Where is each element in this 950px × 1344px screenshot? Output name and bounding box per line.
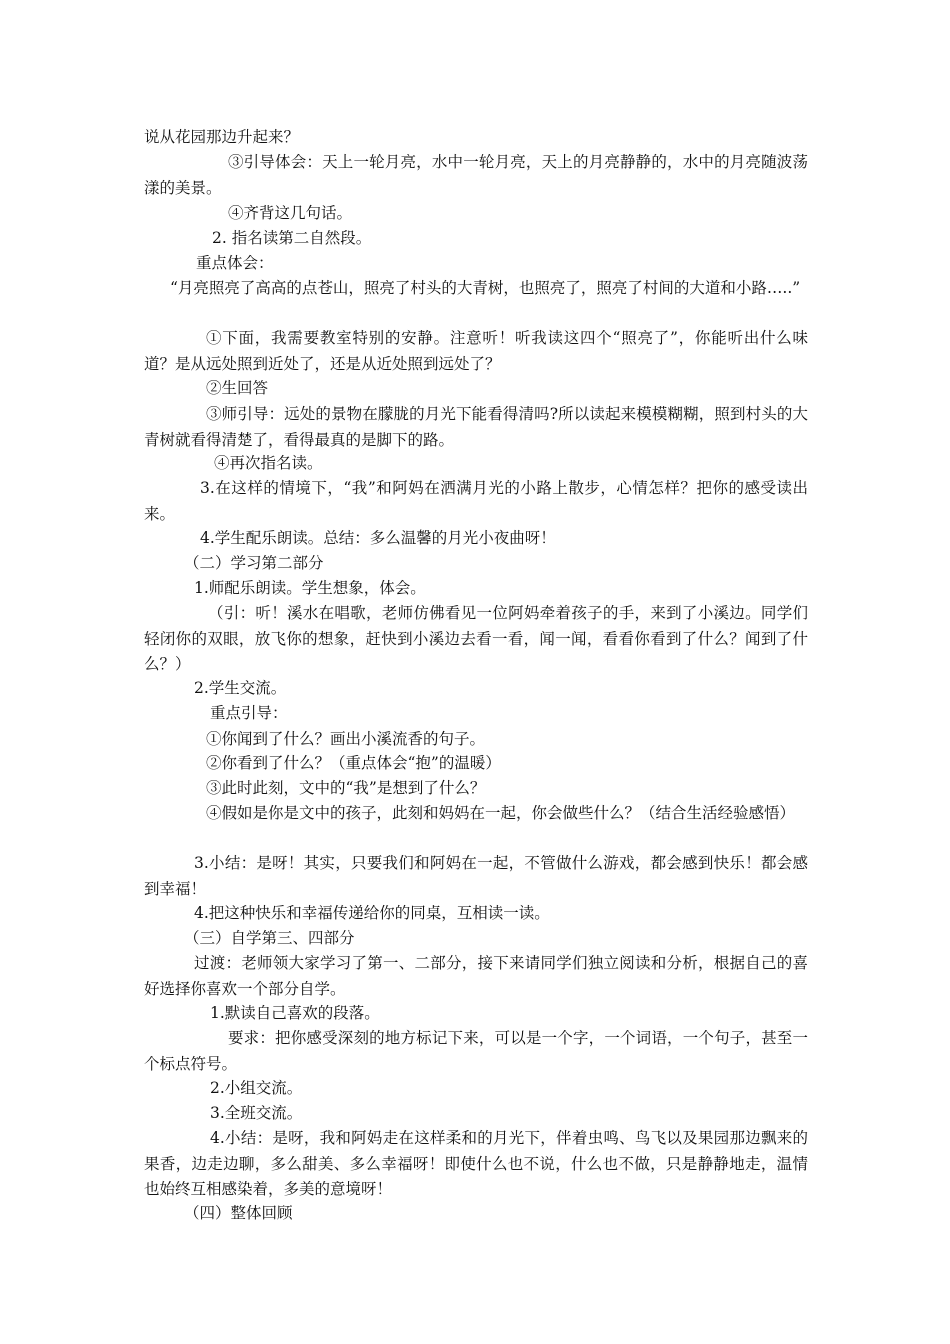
paragraph: ②生回答 [206,379,269,397]
paragraph: 4.把这种快乐和幸福传递给你的同桌，互相读一读。 [194,904,550,922]
paragraph: 3.小结：是呀！其实，只要我们和阿妈在一起，不管做什么游戏，都会感到快乐！都会感到幸福！ [144,854,808,898]
paragraph: ③此时此刻，文中的“我”是想到了什么？ [206,779,486,797]
paragraph: “月亮照亮了高高的点苍山，照亮了村头的大青树，也照亮了，照亮了村间的大道和小路…..” [170,279,801,297]
paragraph: 3.在这样的情境下，“我”和阿妈在洒满月光的小路上散步，心情怎样？把你的感受读出来。 [144,479,808,523]
paragraph: 过渡：老师领大家学习了第一、二部分，接下来请同学们独立阅读和分析，根据自己的喜好选择你喜欢一个部分自学。 [144,954,808,998]
paragraph: （引：听！溪水在唱歌，老师仿佛看见一位阿妈牵着孩子的手，来到了小溪边。同学们轻闭你的双眼，放飞你的想象，赶快到小溪边去看一看，闻一闻，看看你看到了什么？闻到了什么？） [144,604,808,673]
paragraph: 1.师配乐朗读。学生想象，体会。 [194,579,426,597]
paragraph: ①你闻到了什么？画出小溪流香的句子。 [206,730,486,748]
paragraph: 说从花园那边升起来？ [144,128,300,146]
section-heading: （三）自学第三、四部分 [184,929,355,947]
section-heading: （四）整体回顾 [184,1204,293,1222]
paragraph: ④再次指名读。 [214,454,323,472]
paragraph: 1.默读自己喜欢的段落。 [210,1004,380,1022]
paragraph: 2.学生交流。 [194,679,287,697]
paragraph: 3.全班交流。 [210,1104,303,1122]
paragraph: 要求：把你感受深刻的地方标记下来，可以是一个字，一个词语，一个句子，甚至一个标点符号。 [144,1029,808,1073]
paragraph: 4.学生配乐朗读。总结：多么温馨的月光小夜曲呀！ [200,529,556,547]
section-heading: （二）学习第二部分 [184,554,324,572]
paragraph: ①下面，我需要教室特别的安静。注意听！听我读这四个“照亮了”，你能听出什么味道？是从远处照到近处了，还是从近处照到远处了？ [144,329,808,373]
paragraph: ③引导体会：天上一轮月亮，水中一轮月亮，天上的月亮静静的，水中的月亮随波荡漾的美景。 [144,153,808,197]
paragraph: ④假如是你是文中的孩子，此刻和妈妈在一起，你会做些什么？（结合生活经验感悟） [206,804,796,822]
paragraph: 4.小结：是呀，我和阿妈走在这样柔和的月光下，伴着虫鸣、鸟飞以及果园那边飘来的果香，边走边聊，多么甜美、多么幸福呀！即使什么也不说，什么也不做，只是静静地走，温情也始终互相感染着，多美的意境呀！ [144,1129,808,1198]
paragraph: ③师引导：远处的景物在朦胧的月光下能看得清吗?所以读起来模模糊糊，照到村头的大青树就看得清楚了，看得最真的是脚下的路。 [144,405,808,449]
paragraph: 重点体会： [196,254,274,272]
paragraph: 重点引导： [210,704,288,722]
paragraph: ④齐背这几句话。 [228,204,353,222]
paragraph: 2. 指名读第二自然段。 [212,229,372,247]
paragraph: 2.小组交流。 [210,1079,303,1097]
paragraph: ②你看到了什么？（重点体会“抱”的温暖） [206,754,501,772]
